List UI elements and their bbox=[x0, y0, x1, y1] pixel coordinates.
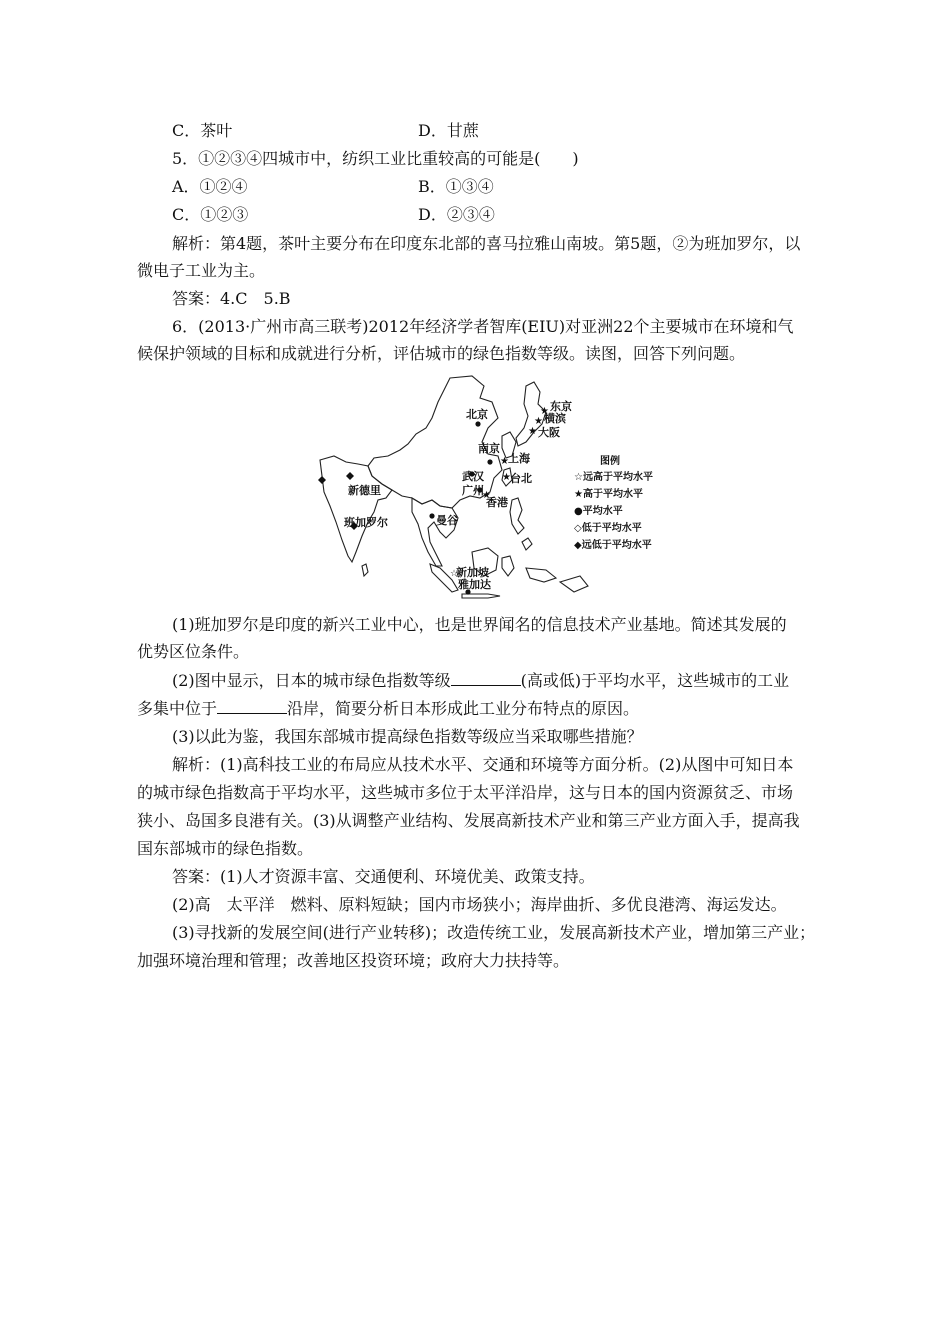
q6-blank-2[interactable] bbox=[217, 699, 287, 714]
q5-option-c: C．①②③ bbox=[172, 205, 249, 224]
label-bangkok: 曼谷 bbox=[436, 514, 458, 527]
newdelhi-marker bbox=[346, 472, 354, 480]
philippines-outline bbox=[510, 498, 524, 534]
hongkong-marker: ★ bbox=[482, 490, 491, 501]
q6-answer-line3: (3)寻找新的发展空间(进行产业转移)；改造传统工业，发展高新技术产业，增加第三产业； bbox=[172, 923, 816, 942]
q6-sub1-line1: (1)班加罗尔是印度的新兴工业中心，也是世界闻名的信息技术产业基地。简述其发展的 bbox=[172, 615, 787, 634]
q6-stem-line1: 6．(2013·广州市高三联考)2012年经济学者智库(EIU)对亚洲22个主要城市在环境和气 bbox=[172, 317, 794, 336]
label-wuhan: 武汉 bbox=[462, 470, 484, 483]
yokohama-marker: ★ bbox=[534, 416, 543, 427]
q6-sub2-line2 bbox=[137, 698, 639, 720]
westasia-marker bbox=[318, 476, 326, 484]
analysis-45-line1: 解析：第4题，茶叶主要分布在印度东北部的喜马拉雅山南坡。第5题，②为班加罗尔，以 bbox=[172, 234, 801, 253]
q4-option-d: D．甘蔗 bbox=[418, 121, 479, 140]
indochina-outline bbox=[412, 498, 458, 566]
q5-options-row-1 bbox=[0, 176, 950, 198]
q6-blank-1[interactable] bbox=[451, 671, 521, 686]
nanjing-marker bbox=[487, 459, 492, 464]
q6-analysis-line3: 狭小、岛国多良港有关。(3)从调整产业结构、发展高新技术产业和第三产业方面入手，提高我 bbox=[137, 811, 800, 830]
q6-sub1-line2: 优势区位条件。 bbox=[137, 642, 250, 661]
q6-analysis-line4: 国东部城市的绿色指数。 bbox=[137, 839, 314, 858]
q6-analysis-line1: 解析：(1)高科技工业的布局应从技术水平、交通和环境等方面分析。(2)从图中可知日本 bbox=[172, 755, 794, 774]
q5-option-a: A．①②④ bbox=[172, 177, 248, 196]
q6-sub3: (3)以此为鉴，我国东部城市提高绿色指数等级应当采取哪些措施？ bbox=[172, 727, 643, 746]
q5-option-d: D．②③④ bbox=[418, 205, 495, 224]
q6-answer-line1: 答案：(1)人才资源丰富、交通便利、环境优美、政策支持。 bbox=[172, 867, 595, 886]
label-bangalore: 班加罗尔 bbox=[344, 516, 388, 529]
q6-stem-line2: 候保护领域的目标和成就进行分析，评估城市的绿色指数等级。读图，回答下列问题。 bbox=[137, 344, 746, 363]
q6-sub2-part-b: (高或低)于平均水平，这些城市的工业 bbox=[520, 671, 790, 690]
answer-45: 答案：4.C 5.B bbox=[172, 289, 291, 308]
legend-title: 图例 bbox=[600, 456, 620, 467]
label-yokohama: 横滨 bbox=[544, 412, 566, 425]
label-hongkong: 香港 bbox=[486, 496, 508, 509]
label-osaka: 大阪 bbox=[538, 426, 560, 439]
beijing-marker bbox=[475, 421, 480, 426]
india-outline bbox=[320, 456, 392, 562]
q6-answer-line4: 加强环境治理和管理；改善地区投资环境；政府大力扶持等。 bbox=[137, 951, 570, 970]
legend-item-3: ●平均水平 bbox=[574, 506, 623, 517]
q6-answer-line2: (2)高 太平洋 燃料、原料短缺；国内市场狭小；海岸曲折、多优良港湾、海运发达。 bbox=[172, 895, 787, 914]
q5-options-row-2 bbox=[0, 204, 950, 226]
q6-sub2-part-a: (2)图中显示，日本的城市绿色指数等级 bbox=[172, 671, 451, 690]
legend-item-2: ★高于平均水平 bbox=[574, 489, 643, 500]
label-nanjing: 南京 bbox=[478, 442, 500, 455]
q6-sub2-part-d: 沿岸，简要分析日本形成此工业分布特点的原因。 bbox=[287, 699, 640, 718]
tokyo-marker: ★ bbox=[540, 406, 549, 417]
legend-item-1: ☆远高于平均水平 bbox=[574, 472, 653, 483]
taipei-marker: ★ bbox=[502, 472, 511, 483]
q5-option-b: B．①③④ bbox=[418, 177, 494, 196]
q6-sub2-part-c: 多集中位于 bbox=[137, 699, 218, 718]
q6-analysis-line2: 的城市绿色指数高于平均水平，这些城市多位于太平洋沿岸，这与日本的国内资源贫乏、市场 bbox=[137, 783, 794, 802]
osaka-marker: ★ bbox=[528, 426, 537, 437]
legend-item-5: ◆远低于平均水平 bbox=[574, 540, 652, 551]
bangkok-marker bbox=[429, 513, 434, 518]
q4-options-row bbox=[0, 120, 950, 142]
label-guangzhou: 广州 bbox=[462, 484, 484, 497]
java-outline bbox=[462, 594, 500, 598]
shanghai-marker: ★ bbox=[500, 456, 509, 467]
label-jakarta: 雅加达 bbox=[458, 578, 491, 591]
label-tokyo: 东京 bbox=[550, 400, 572, 413]
analysis-45-line2: 微电子工业为主。 bbox=[137, 261, 266, 280]
q5-stem: 5．①②③④四城市中，纺织工业比重较高的可能是( ) bbox=[172, 149, 579, 168]
singapore-marker: ☆ bbox=[450, 569, 459, 579]
label-shanghai: 上海 bbox=[508, 452, 530, 465]
q4-option-c: C．茶叶 bbox=[172, 121, 233, 140]
label-newdelhi: 新德里 bbox=[348, 484, 381, 497]
label-beijing: 北京 bbox=[466, 408, 488, 421]
srilanka-outline bbox=[362, 564, 368, 576]
q6-sub2-line1 bbox=[172, 670, 789, 692]
label-taipei: 台北 bbox=[510, 472, 532, 485]
legend-item-4: ◇低于平均水平 bbox=[574, 523, 642, 534]
asia-green-index-map bbox=[312, 372, 672, 600]
label-singapore: 新加坡 bbox=[456, 566, 489, 579]
